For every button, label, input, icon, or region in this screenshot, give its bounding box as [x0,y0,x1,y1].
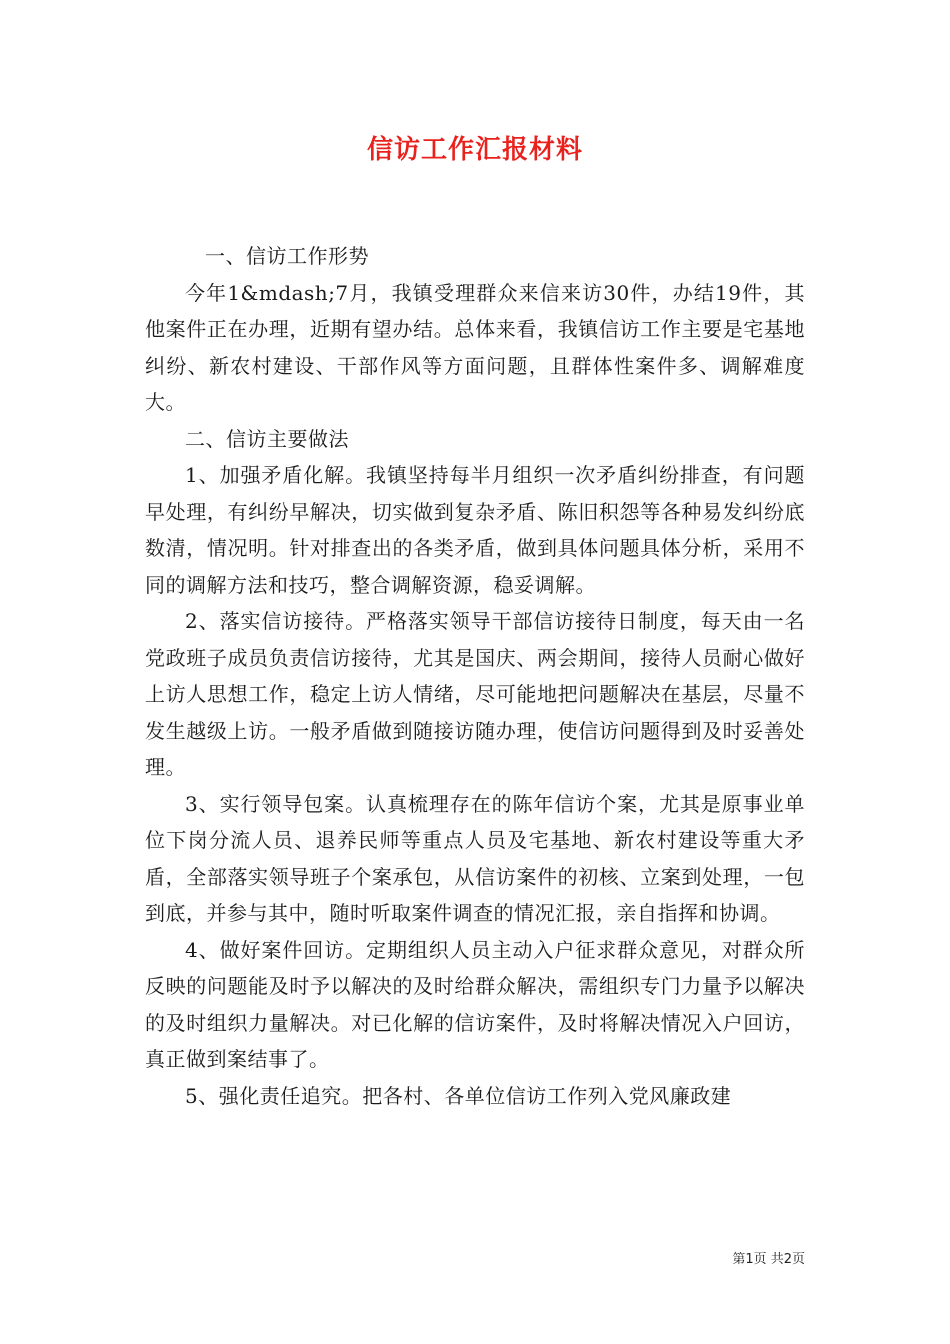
section-heading-methods: 二、信访主要做法 [185,426,349,451]
paragraph-method-1: 1、加强矛盾化解。我镇坚持每半月组织一次矛盾纠纷排查，有问题早处理，有纠纷早解决，切实做到复杂矛盾、陈旧积怨等各种易发纠纷底数清，情况明。针对排查出的各类矛盾，做到具体问题具体分析，采用不同的调解方法和技巧，整合调解资源，稳妥调解。 [145,463,805,597]
section-heading-situation: 一、信访工作形势 [205,244,369,268]
paragraph-method-3: 3、实行领导包案。认真梳理存在的陈年信访个案，尤其是原事业单位下岗分流人员、退养民师等重点人员及宅基地、新农村建设等重大矛盾，全部落实领导班子个案承包，从信访案件的初核、立案到处理，一包到底，并参与其中，随时听取案件调查的情况汇报，亲自指挥和协调。 [145,791,805,925]
page-title: 信访工作汇报材料 [366,135,583,165]
document-body [145,238,805,1114]
page-number: 第1页 共2页 [732,1252,805,1267]
paragraph-situation: 今年1&mdash;7月，我镇受理群众来信来访30件，办结19件，其他案件正在办理，近期有望办结。总体来看，我镇信访工作主要是宅基地纠纷、新农村建设、干部作风等方面问题，且群体性案件多、调解难度大。 [145,280,805,414]
paragraph-method-4: 4、做好案件回访。定期组织人员主动入户征求群众意见，对群众所反映的问题能及时予以解决的及时给群众解决，需组织专门力量予以解决的及时组织力量解决。对已化解的信访案件，及时将解决情况入户回访，真正做到案结事了。 [145,937,805,1071]
paragraph-method-5: 5、强化责任追究。把各村、各单位信访工作列入党风廉政建 [185,1083,732,1108]
paragraph-method-2: 2、落实信访接待。严格落实领导干部信访接待日制度，每天由一名党政班子成员负责信访接待，尤其是国庆、两会期间，接待人员耐心做好上访人思想工作，稳定上访人情绪，尽可能地把问题解决在基层，尽量不发生越级上访。一般矛盾做到随接访随办理，使信访问题得到及时妥善处理。 [145,609,805,779]
